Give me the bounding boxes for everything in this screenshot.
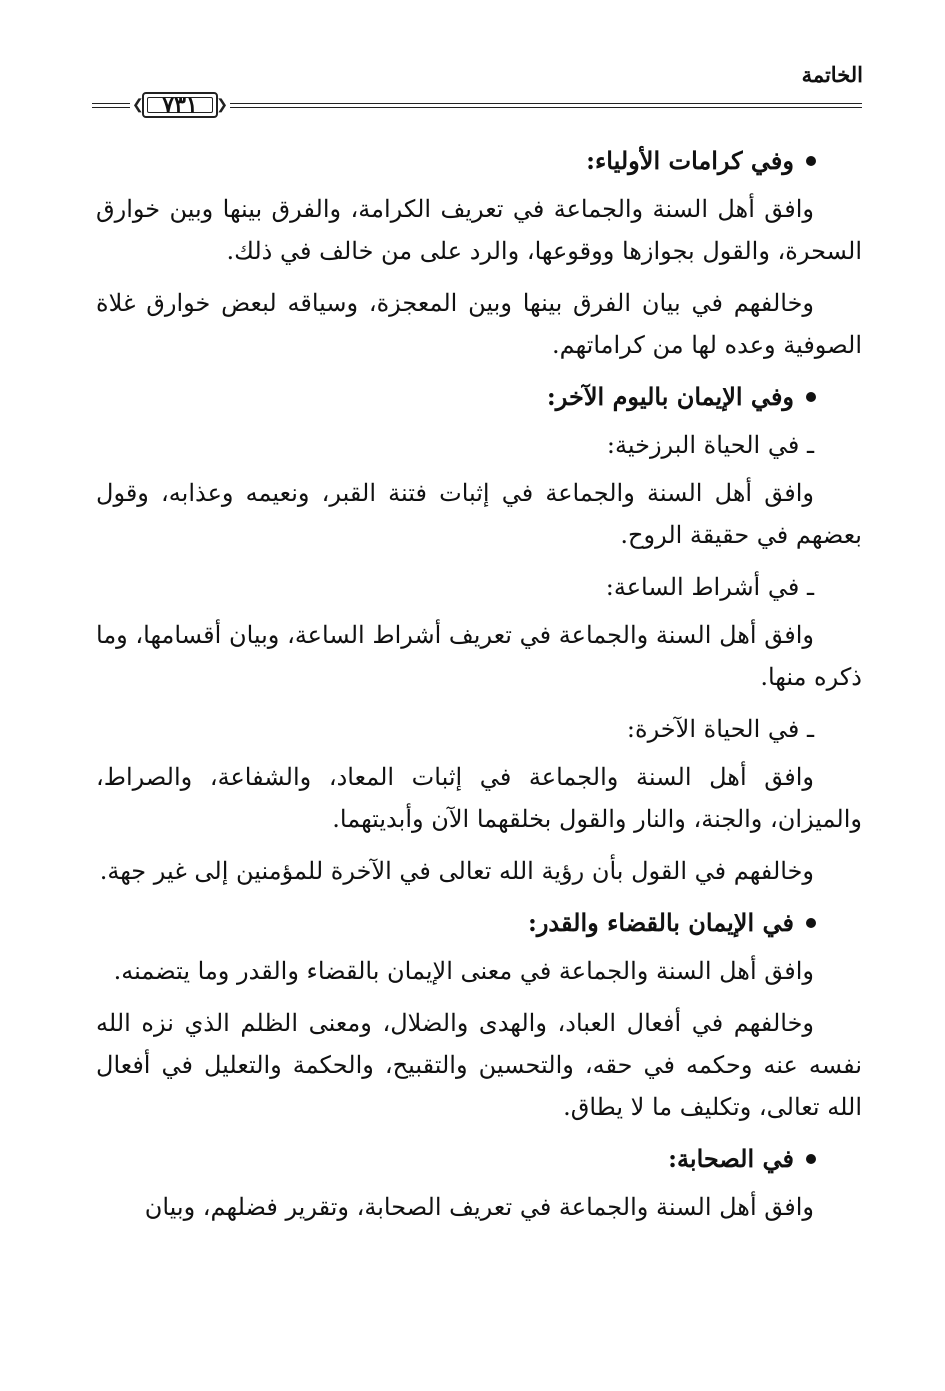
paragraph: وافق أهل السنة والجماعة في إثبات المعاد، والشفاعة، والصراط، والميزان، والجنة، والنار والقول بخلقهما الآن وأبديتهما. [96, 763, 862, 833]
section-heading: في الإيمان بالقضاء والقدر: [96, 902, 862, 944]
ornament-left-icon: ❮ [132, 97, 144, 113]
page-number-box [132, 90, 228, 120]
bullet-icon [806, 376, 816, 418]
paragraph: وافق أهل السنة والجماعة في تعريف الكرامة، والفرق بينها وبين خوارق السحرة، والقول بجوازها ووقوعها، والرد على من خالف في ذلك. [96, 195, 862, 265]
bullet-icon [806, 902, 816, 944]
rule-line-left [92, 103, 130, 108]
paragraph: وافق أهل السنة والجماعة في معنى الإيمان بالقضاء والقدر وما يتضمنه. [113, 957, 814, 985]
running-head: الخاتمة [801, 62, 863, 87]
page-number: ٧٣١ [162, 92, 198, 118]
ornament-right-icon: ❯ [216, 97, 228, 113]
paragraph: وخالفهم في بيان الفرق بينها وبين المعجزة، وسياقه لبعض خوارق غلاة الصوفية وعده لها من كراماتهم. [96, 289, 862, 359]
paragraph: وافق أهل السنة والجماعة في تعريف أشراط الساعة، وبيان أقسامها، وما ذكره منها. [96, 621, 862, 691]
bullet-icon [806, 140, 816, 182]
section-heading: في الصحابة: [96, 1138, 862, 1180]
section-heading: وفي الإيمان باليوم الآخر: [96, 376, 862, 418]
rule-line-right [230, 103, 862, 108]
paragraph: وخالفهم في القول بأن رؤية الله تعالى في الآخرة للمؤمنين إلى غير جهة. [99, 857, 814, 885]
subheading: ـ في الحياة الآخرة: [626, 715, 814, 743]
paragraph: وخالفهم في أفعال العباد، والهدى والضلال، ومعنى الظلم الذي نزه الله نفسه عنه وحكمه في حقه، والتحسين والتقبيح، والحكمة والتعليل في أفعال الله تعالى، وتكليف ما لا يطاق. [96, 1009, 862, 1121]
subheading: ـ في الحياة البرزخية: [606, 431, 814, 459]
body-text [96, 140, 862, 1238]
paragraph: وافق أهل السنة والجماعة في إثبات فتنة القبر، ونعيمه وعذابه، وقول بعضهم في حقيقة الروح. [96, 479, 862, 549]
section-heading: وفي كرامات الأولياء: [96, 140, 862, 182]
paragraph: وافق أهل السنة والجماعة في تعريف الصحابة، وتقرير فضلهم، وبيان [144, 1193, 814, 1221]
header-rule [92, 90, 862, 122]
subheading: ـ في أشراط الساعة: [605, 573, 814, 601]
bullet-icon [806, 1138, 816, 1180]
